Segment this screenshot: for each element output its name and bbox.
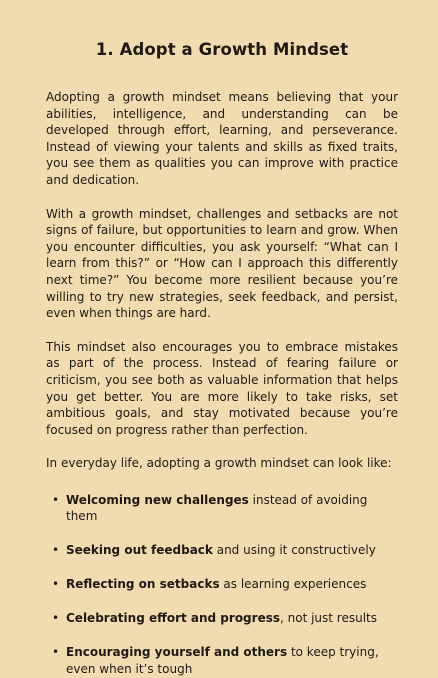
- list-item: [46, 644, 398, 677]
- section-title: 1. Adopt a Growth Mindset: [95, 40, 349, 59]
- bullet-icon: •: [52, 492, 60, 507]
- list-item-text: , not just results: [280, 611, 378, 626]
- list-item: [46, 492, 398, 525]
- paragraph-2: With a growth mindset, challenges and setbacks are not signs of failure, but opportunities to learn and grow. When you encounter difficulties, you ask yourself: “What can I learn from this?” or “How can I approach this differently next time?” You become more resilient because you’re willing to try new strategies, seek feedback, and persist, even when things are hard.: [46, 206, 398, 321]
- list-item-text: as learning experiences: [219, 577, 367, 592]
- bullet-icon: •: [52, 577, 60, 592]
- bullet-icon: •: [52, 645, 60, 660]
- list-item: [46, 610, 398, 627]
- paragraph-1: Adopting a growth mindset means believing that your abilities, intelligence, and understanding can be developed through effort, learning, and perseverance. Instead of viewing your talents and skills as fixed traits, you see them as qualities you can improve with practice and dedication.: [46, 90, 398, 187]
- list-item-text: instead of avoiding them: [66, 492, 368, 524]
- list-item-text: and using it constructively: [212, 543, 376, 558]
- list-item-bold: Reflecting on setbacks: [66, 577, 220, 592]
- list-item: [46, 542, 398, 559]
- paragraph-3: This mindset also encourages you to embrace mistakes as part of the process. Instead of fearing failure or criticism, you see both as valuable information that helps you get better. You are more likely to take risks, set ambitious goals, and stay motivated because you’re focused on progress rather than perfection.: [46, 339, 398, 437]
- growth-mindset-list: [46, 492, 398, 678]
- list-item-bold: Welcoming new challenges: [66, 492, 249, 507]
- bullet-icon: •: [52, 543, 60, 558]
- list-item-text: to keep trying, even when it’s tough: [66, 645, 379, 676]
- list-item-bold: Celebrating effort and progress: [66, 611, 280, 626]
- list-item-bold: Seeking out feedback: [66, 543, 213, 558]
- list-intro: In everyday life, adopting a growth mindset can look like:: [46, 456, 392, 471]
- bullet-icon: •: [52, 611, 60, 626]
- list-item-bold: Encouraging yourself and others: [66, 645, 288, 660]
- list-item: [46, 576, 398, 593]
